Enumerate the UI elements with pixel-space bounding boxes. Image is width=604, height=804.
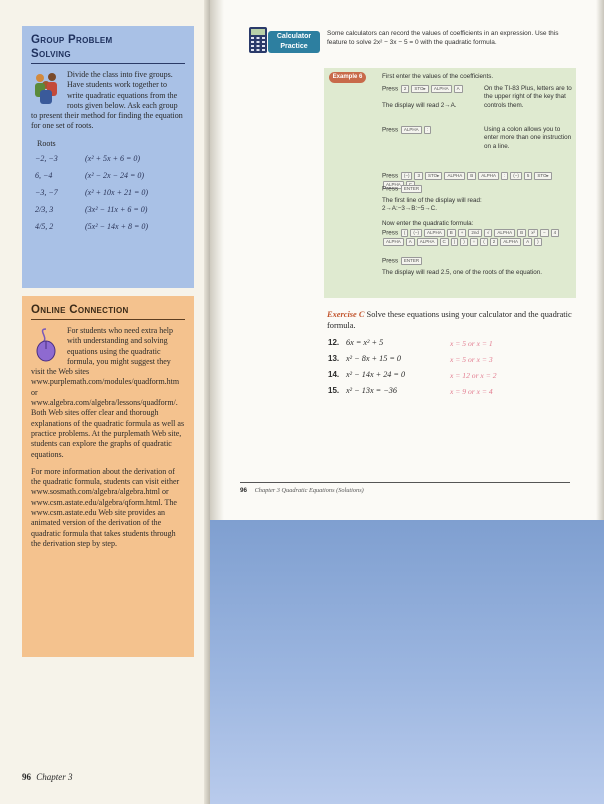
calculator-key: : — [424, 126, 431, 134]
roots-row — [35, 171, 148, 188]
calculator-key: ALPHA — [401, 126, 422, 134]
calculator-key: ) — [534, 238, 542, 246]
left-chapter-label: Chapter 3 — [36, 772, 73, 782]
calculator-key: ALPHA — [417, 238, 438, 246]
roots-equation: (3x² − 11x + 6 = 0) — [85, 204, 148, 214]
problem-number: 13. — [328, 354, 340, 363]
roots-equation: (x² − 2x − 24 = 0) — [85, 170, 145, 180]
example-display-3: The display will read 2.5, one of the roots of the equation. — [382, 269, 542, 276]
online-connection-panel — [22, 296, 194, 657]
example-6-box — [324, 68, 576, 298]
roots-value: 6, −4 — [35, 170, 53, 180]
example-press-4: Press ENTER — [382, 185, 572, 194]
example-press-6: Press ENTER — [382, 257, 572, 266]
roots-row — [35, 188, 148, 205]
example-press-2: Press ALPHA : — [382, 126, 482, 135]
example-display-1: The display will read 2→A. — [382, 102, 457, 109]
problem-equation: x² − 8x + 15 = 0 — [346, 354, 402, 363]
roots-equation: (x² + 10x + 21 = 0) — [85, 187, 149, 197]
exercise-problem — [328, 338, 383, 347]
computer-mouse-icon — [31, 326, 61, 362]
people-group-icon — [31, 70, 61, 106]
right-page-number: 96 — [240, 487, 248, 494]
background-surface — [210, 520, 604, 804]
student-page — [210, 0, 604, 520]
exercise-instructions: Solve these equations using your calculator and the quadratic formula. — [327, 310, 572, 330]
calculator-key: ALPHA — [431, 85, 452, 93]
example-step-1: First enter the values of the coefficients. — [382, 73, 494, 80]
calculator-key: 3 — [414, 172, 423, 180]
problem-answer: x = 5 or x = 1 — [450, 339, 493, 348]
calculator-key: ENTER — [401, 257, 422, 265]
exercise-c-heading — [327, 309, 577, 331]
problem-number: 15. — [328, 386, 340, 395]
calculator-icon — [248, 26, 268, 54]
calculator-key: ALPHA — [494, 229, 515, 237]
problem-number: 12. — [328, 338, 340, 347]
calculator-key: ALPHA — [383, 181, 404, 189]
calculator-key: ) — [460, 238, 468, 246]
calculator-key: STO▸ — [425, 172, 442, 180]
calculator-intro: Some calculators can record the values of coefficients in an expression. Use this feature to solve 2x² − 3x − 5 = 0 with the quadratic formula. — [327, 30, 559, 46]
example-press-1: Press 2 STO▸ ALPHA A — [382, 85, 482, 94]
calculator-key: ENTER — [401, 185, 422, 193]
roots-equation: (x² + 5x + 6 = 0) — [85, 153, 141, 163]
roots-value: −2, −3 — [35, 153, 58, 163]
calculator-key: ) — [451, 238, 459, 246]
calculator-key: A — [454, 85, 463, 93]
problem-answer: x = 5 or x = 3 — [450, 355, 493, 364]
example-press-3: Press (−) 3 STO▸ ALPHA B ALPHA : (−) 5 STO▸ALPHA — [382, 172, 572, 190]
problem-equation: x² − 13x = −36 — [346, 386, 397, 395]
calculator-key: (−) — [401, 172, 413, 180]
calculator-key: 2nd — [468, 229, 482, 237]
example-note-1: On the TI-83 Plus, letters are to the upper right of the key that controls them. — [484, 85, 572, 109]
calculator-key: C — [440, 238, 449, 246]
group-problem-solving-panel — [22, 26, 194, 288]
calculator-key: B — [517, 229, 526, 237]
right-chapter-label: Chapter 3 Quadratic Equations (Solutions) — [254, 487, 364, 494]
calculator-key: √ — [484, 229, 492, 237]
roots-value: −3, −7 — [35, 187, 58, 197]
exercise-problem — [328, 386, 397, 395]
roots-value: 4/5, 2 — [35, 221, 54, 231]
online-paragraph-1: For students who need extra help with understanding and solving equations using the quadratic formula, you might suggest they visit the Web sites www.purplemath.com/modules/quadform.htm or www.algebra.com/algebra/lessons/quadform/. Both Web sites offer clear and thorough explanations of the quadratic formula as well as practice problems. At the purplemath Web site, students can explore the graphs of quadratic equations. — [31, 326, 185, 459]
group-problem-solving-title: Group Problem Solving — [31, 33, 185, 64]
roots-row — [35, 222, 148, 239]
example-display-2: The first line of the display will read: 2→A:−3→B:−5→C. — [382, 197, 482, 213]
problem-answer: x = 12 or x = 2 — [450, 371, 497, 380]
problem-equation: 6x = x² + 5 — [346, 338, 384, 347]
calculator-practice-badge: Calculator Practice — [268, 31, 320, 53]
calculator-key: 2 — [401, 85, 410, 93]
calculator-key: 5 — [524, 172, 533, 180]
roots-heading: Roots — [37, 138, 56, 148]
teacher-page — [0, 0, 210, 804]
calculator-key: : — [501, 172, 508, 180]
calculator-key: 2 — [490, 238, 499, 246]
calculator-key: A — [523, 238, 532, 246]
roots-equation: (5x² − 14x + 8 = 0) — [85, 221, 149, 231]
calculator-key: ALPHA — [478, 172, 499, 180]
left-page-footer — [22, 772, 73, 782]
exercise-problem — [328, 370, 405, 379]
roots-row — [35, 154, 148, 171]
roots-row — [35, 205, 148, 222]
footer-rule — [240, 482, 570, 483]
gutter-shadow — [210, 0, 224, 520]
problem-number: 14. — [328, 370, 340, 379]
calculator-key: ALPHA — [424, 229, 445, 237]
problem-answer: x = 9 or x = 4 — [450, 387, 493, 396]
exercise-problem — [328, 354, 401, 363]
example-note-2: Using a colon allows you to enter more than one instruction on a line. — [484, 126, 572, 150]
right-page-footer — [240, 487, 364, 494]
example-label: Example 6 — [329, 72, 366, 83]
exercise-label: Exercise C — [327, 310, 365, 319]
calculator-key: ALPHA — [500, 238, 521, 246]
calculator-key: + — [458, 229, 467, 237]
calculator-key: 4 — [551, 229, 560, 237]
group-instructions: Divide the class into five groups. Have students work together to write quadratic equations from the roots given below. Ask each group to present their method for finding the equation for one set of roots. — [31, 70, 183, 131]
calculator-key: ÷ — [470, 238, 478, 246]
calculator-key: (−) — [410, 229, 422, 237]
example-step-2: Now enter the quadratic formula: — [382, 220, 474, 227]
roots-table — [35, 154, 148, 239]
problem-equation: x² − 14x + 24 = 0 — [346, 370, 406, 379]
calculator-key: x² — [528, 229, 538, 237]
calculator-key: ALPHA — [383, 238, 404, 246]
calculator-key: A — [406, 238, 415, 246]
calculator-key: B — [467, 172, 476, 180]
calculator-key: ( — [401, 229, 409, 237]
page-edge — [596, 0, 604, 520]
calculator-key: ALPHA — [444, 172, 465, 180]
left-page-number: 96 — [22, 772, 31, 782]
roots-value: 2/3, 3 — [35, 204, 54, 214]
calculator-key: (−) — [510, 172, 522, 180]
calculator-key: STO▸ — [411, 85, 428, 93]
calculator-key: − — [540, 229, 549, 237]
online-paragraph-2: For more information about the derivation of the quadratic formula, students can visit either www.sosmath.com/algebra/algebra.html or www.csm.astate.edu/algebra/qform.html. The www.csm.astate.edu Web site provides an animated version of the derivation of the quadratic formula that takes students through the derivation step by step. — [31, 466, 180, 548]
example-press-5: Press ( (−) ALPHA B + 2nd √ ALPHA B x² − 4 ALPHA A ALPHA C ) ) ÷ ( 2 ALPHA A ) — [382, 229, 572, 247]
calculator-key: STO▸ — [534, 172, 551, 180]
online-connection-title: Online Connection — [31, 303, 185, 320]
calculator-key: ( — [480, 238, 488, 246]
calculator-key: B — [447, 229, 456, 237]
